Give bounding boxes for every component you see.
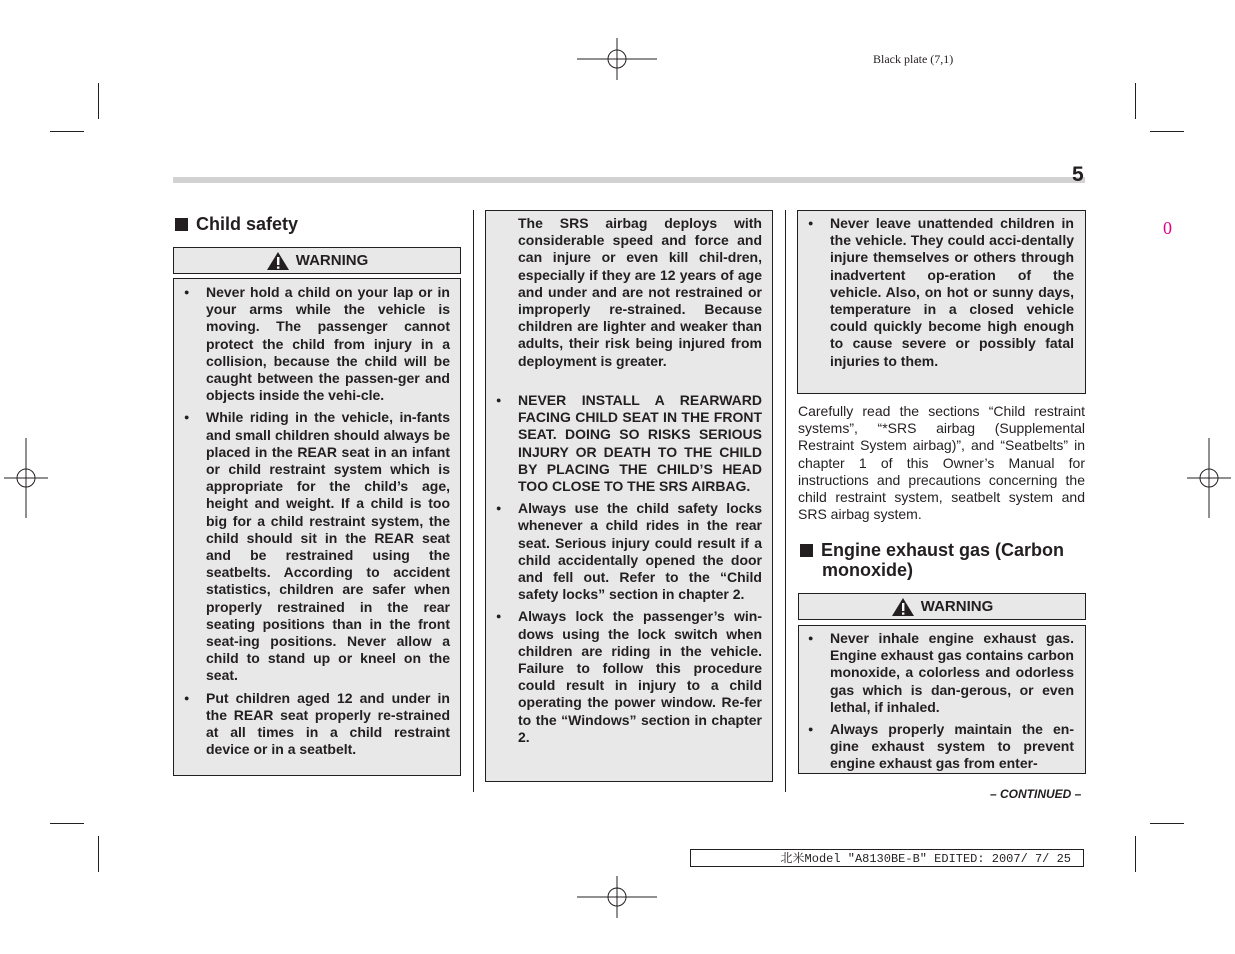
list-item: ● NEVER INSTALL A REARWARD FACING CHILD SEAT IN THE FRONT SEAT. DOING SO RISKS SERIOUS INJURY OR DEATH TO THE CHILD BY PLACING THE CHILD’S HEAD TOO CLOSE TO THE SRS AIRBAG. — [496, 392, 762, 495]
square-bullet-icon — [175, 218, 188, 231]
crop-mark — [98, 83, 99, 119]
warning-label: WARNING — [295, 252, 369, 269]
warning-list — [808, 630, 1074, 778]
list-item: ● Always use the child safety locks whenever a child rides in the rear seat. Serious injury could result if a child accidentally opened the door and fell out. Refer to the “Child safety locks” section in chapter 2. — [496, 500, 762, 603]
warning-header — [173, 247, 461, 274]
warning-label: WARNING — [920, 598, 994, 615]
edition-footer: 北米Model "A8130BE-B" EDITED: 2007/ 7/ 25 — [690, 849, 1084, 867]
warning-triangle-icon — [266, 251, 290, 271]
heading-line — [800, 540, 1064, 560]
list-item: ● Always lock the passenger’s win-dows using the lock switch when children are riding in the vehicle. Failure to follow this procedure could result in injury to a child operating the power window. Re-fer to the “Windows” section in chapter 2. — [496, 608, 762, 746]
column-divider — [473, 210, 474, 792]
crop-mark — [1135, 83, 1136, 119]
list-item: ● Never inhale engine exhaust gas. Engine exhaust gas contains carbon monoxide, a colorless and odorless gas which is dan-gerous, or even lethal, if inhaled. — [808, 630, 1074, 716]
registration-mark-icon — [4, 438, 48, 518]
list-item: ● Never hold a child on your lap or in your arms while the vehicle is moving. The passenger cannot protect the child from injury in a collision, because the child will be caught between the passen-ger and objects inside the vehi-cle. — [184, 284, 450, 404]
plate-label: Black plate (7,1) — [873, 52, 954, 66]
continued-text: The SRS airbag deploys with considerable speed and force and can injure or even kill chil-dren, especially if they are 12 years of age and under and are not restrained or improperly re-strained. Because children are lighter and weaker than adults, their risk being injured from deployment is greater. — [518, 215, 762, 369]
list-item: ● Always properly maintain the en-gine exhaust system to prevent engine exhaust gas from enter- — [808, 721, 1074, 773]
crop-mark — [1150, 131, 1184, 132]
heading-text: Engine exhaust gas (Carbon — [821, 540, 1065, 560]
registration-mark-icon — [577, 38, 657, 80]
list-item: ● While riding in the vehicle, in-fants and small children should always be placed in the REAR seat in an infant or child restraint system which is appropriate for the child’s age, height and weight. If a child is too big for a child restraint system, the child should sit in the REAR seat and be restrained using the seatbelts. According to accident statistics, children are safer when properly restrained in the rear seating positions than in the front seat-ing positions. Never allow a child to stand up or kneel on the seat. — [184, 409, 450, 684]
list-item: ● Never leave unattended children in the vehicle. They could acci-dentally injure themselves or others through inadvertent op-eration of the vehicle. Also, on hot or sunny days, temperature in a closed vehicle could quickly become high enough to cause severe or possibly fatal injuries to them. — [808, 215, 1074, 370]
section-heading-child-safety — [175, 214, 298, 234]
list-item: ● Put children aged 12 and under in the REAR seat properly re-strained at all times in a child restraint device or in a seatbelt. — [184, 690, 450, 759]
warning-list — [808, 215, 1074, 375]
registration-mark-icon — [577, 876, 657, 918]
square-bullet-icon — [800, 544, 813, 557]
header-rule — [173, 177, 1085, 183]
warning-triangle-icon — [891, 597, 915, 617]
warning-list — [184, 284, 450, 763]
column-divider — [785, 210, 786, 792]
crop-mark — [50, 131, 84, 132]
warning-list — [496, 392, 762, 751]
section-heading-engine-exhaust — [800, 540, 1064, 580]
heading-line: monoxide) — [822, 560, 914, 580]
side-marker: 0 — [1163, 218, 1172, 238]
heading-text: Child safety — [196, 214, 299, 234]
crop-mark — [50, 823, 84, 824]
crop-mark — [98, 836, 99, 872]
registration-mark-icon — [1187, 438, 1231, 518]
continued-label: – CONTINUED – — [990, 787, 1082, 801]
crop-mark — [1150, 823, 1184, 824]
warning-header — [798, 593, 1086, 620]
crop-mark — [1135, 836, 1136, 872]
page-number: 5 — [1072, 163, 1084, 186]
body-paragraph: Carefully read the sections “Child restraint systems”, “*SRS airbag (Supplemental Restraint System airbag)”, and “Seatbelts” in chapter 1 of this Owner’s Manual for instructions and precautions concerning the child restraint system, seatbelt system and SRS airbag system. — [798, 403, 1085, 523]
